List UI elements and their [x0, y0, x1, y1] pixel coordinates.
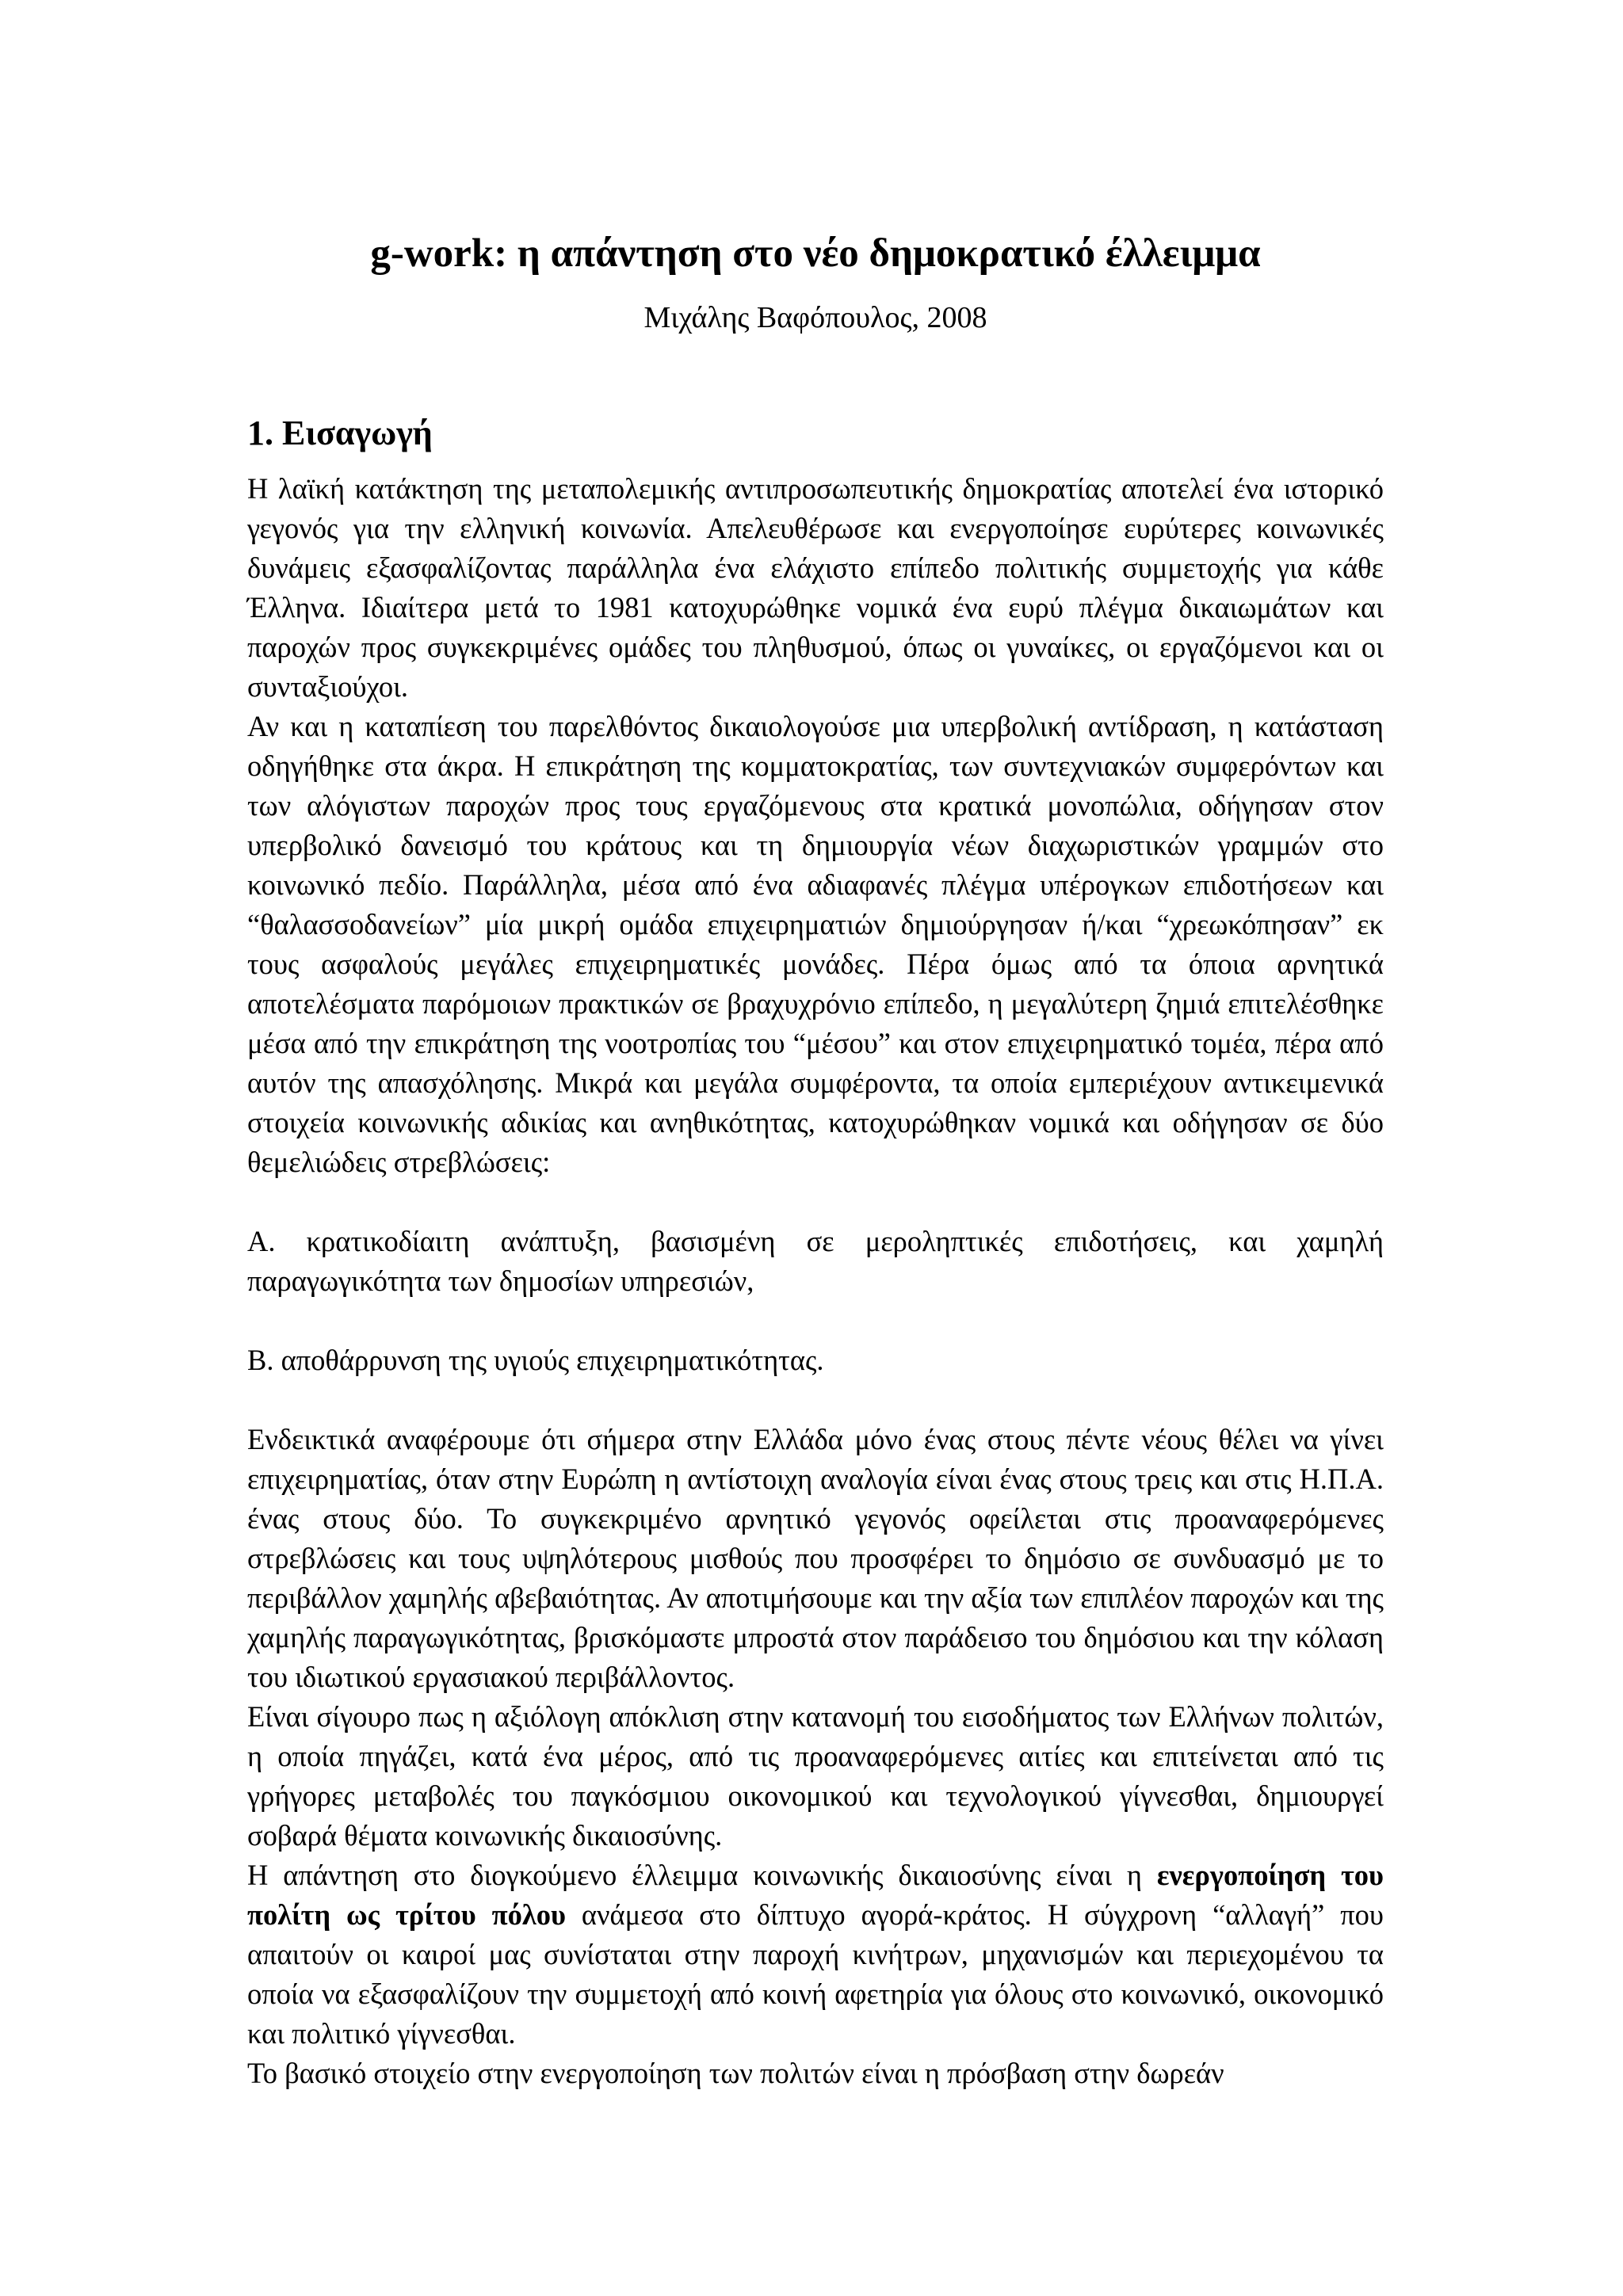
paragraph-5-intro: Η απάντηση στο διογκούμενο έλλειμμα κοινωνικής δικαιοσύνης είναι η [247, 1859, 1157, 1891]
paragraph-2: Αν και η καταπίεση του παρελθόντος δικαιολογούσε μια υπερβολική αντίδραση, η κατάσταση οδηγήθηκε στα άκρα. Η επικράτηση της κομματοκρατίας, των συντεχνιακών συμφερόντων και των αλόγιστων παροχών προς τους εργαζόμενους στα κρατικά μονοπώλια, οδήγησαν στον υπερβολικό δανεισμό του κράτους και τη δημιουργία νέων διαχωριστικών γραμμών στο κοινωνικό πεδίο. Παράλληλα, μέσα από ένα αδιαφανές πλέγμα υπέρογκων επιδοτήσεων και “θαλασσοδανείων” μία μικρή ομάδα επιχειρηματιών δημιούργησαν ή/και “χρεωκόπησαν” εκ τους ασφαλούς μεγάλες επιχειρηματικές μονάδες. Πέρα όμως από τα όποια αρνητικά αποτελέσματα παρόμοιων πρακτικών σε βραχυχρόνιο επίπεδο, η μεγαλύτερη ζημιά επιτελέσθηκε μέσα από την επικράτηση της νοοτροπίας του “μέσου” και στον επιχειρηματικό τομέα, πέρα από αυτόν της απασχόλησης. Μικρά και μεγάλα συμφέροντα, τα οποία εμπεριέχουν αντικειμενικά στοιχεία κοινωνικής αδικίας και ανηθικότητας, κατοχυρώθηκαν νομικά και οδήγησαν σε δύο θεμελιώδεις στρεβλώσεις: [247, 710, 1384, 1178]
list-item-b: Β. αποθάρρυνση της υγιούς επιχειρηματικότητας. [247, 1344, 824, 1376]
paragraph-5-rest: ανάμεσα στο δίπτυχο αγορά-κράτος. Η σύγχρονη “αλλαγή” που απαιτούν οι καιροί μας συνίσταται στην παροχή κινήτρων, μηχανισμών και περιεχομένου τα οποία να εξασφαλίζουν την συμμετοχή από κοινή αφετηρία για όλους στο κοινωνικό, οικονομικό και πολιτικό γίγνεσθαι. [247, 1898, 1384, 2050]
paragraph-1: Η λαϊκή κατάκτηση της μεταπολεμικής αντιπροσωπευτικής δημοκρατίας αποτελεί ένα ιστορικό γεγονός για την ελληνική κοινωνία. Απελευθέρωσε και ενεργοποίησε ευρύτερες κοινωνικές δυνάμεις εξασφαλίζοντας παράλληλα ένα ελάχιστο επίπεδο πολιτικής συμμετοχής για κάθε Έλληνα. Ιδιαίτερα μετά το 1981 κατοχυρώθηκε νομικά ένα ευρύ πλέγμα δικαιωμάτων και παροχών προς συγκεκριμένες ομάδες του πληθυσμού, όπως οι γυναίκες, οι εργαζόμενοι και οι συνταξιούχοι. [247, 472, 1384, 703]
paragraph-5 [247, 1855, 1384, 2054]
list-item-a: Α. κρατικοδίαιτη ανάπτυξη, βασισμένη σε μεροληπτικές επιδοτήσεις, και χαμηλή παραγωγικότητα των δημοσίων υπηρεσιών, [247, 1225, 1384, 1297]
paragraph-6: Το βασικό στοιχείο στην ενεργοποίηση των πολιτών είναι η πρόσβαση στην δωρεάν [247, 2057, 1224, 2089]
author-byline: Μιχάλης Βαφόπουλος, 2008 [643, 301, 987, 334]
document-title: g-work: η απάντηση στο νέο δημοκρατικό έλλειμμα [370, 231, 1261, 276]
paragraph-3: Ενδεικτικά αναφέρουμε ότι σήμερα στην Ελλάδα μόνο ένας στους πέντε νέους θέλει να γίνει επιχειρηματίας, όταν στην Ευρώπη η αντίστοιχη αναλογία είναι ένας στους τρεις και στις Η.Π.Α. ένας στους δύο. Το συγκεκριμένο αρνητικό γεγονός οφείλεται στις προαναφερόμενες στρεβλώσεις και τους υψηλότερους μισθούς που προσφέρει το δημόσιο σε συνδυασμό με το περιβάλλον χαμηλής αβεβαιότητας. Αν αποτιμήσουμε και την αξία των επιπλέον παροχών και της χαμηλής παραγωγικότητας, βρισκόμαστε μπροστά στον παράδεισο του δημόσιου και την κόλαση του ιδιωτικού εργασιακού περιβάλλοντος. [247, 1423, 1384, 1693]
paragraph-4: Είναι σίγουρο πως η αξιόλογη απόκλιση στην κατανομή του εισοδήματος των Ελλήνων πολιτών, η οποία πηγάζει, κατά ένα μέρος, από τις προαναφερόμενες αιτίες και επιτείνεται από τις γρήγορες μεταβολές του παγκόσμιου οικονομικού και τεχνολογικού γίγνεσθαι, δημιουργεί σοβαρά θέματα κοινωνικής δικαιοσύνης. [247, 1700, 1384, 1852]
section-heading: 1. Εισαγωγή [247, 414, 433, 452]
paragraph-5-emphasis: ενεργοποίηση του πολίτη ως τρίτου πόλου [247, 1859, 1384, 1931]
page-content [247, 230, 1384, 2093]
